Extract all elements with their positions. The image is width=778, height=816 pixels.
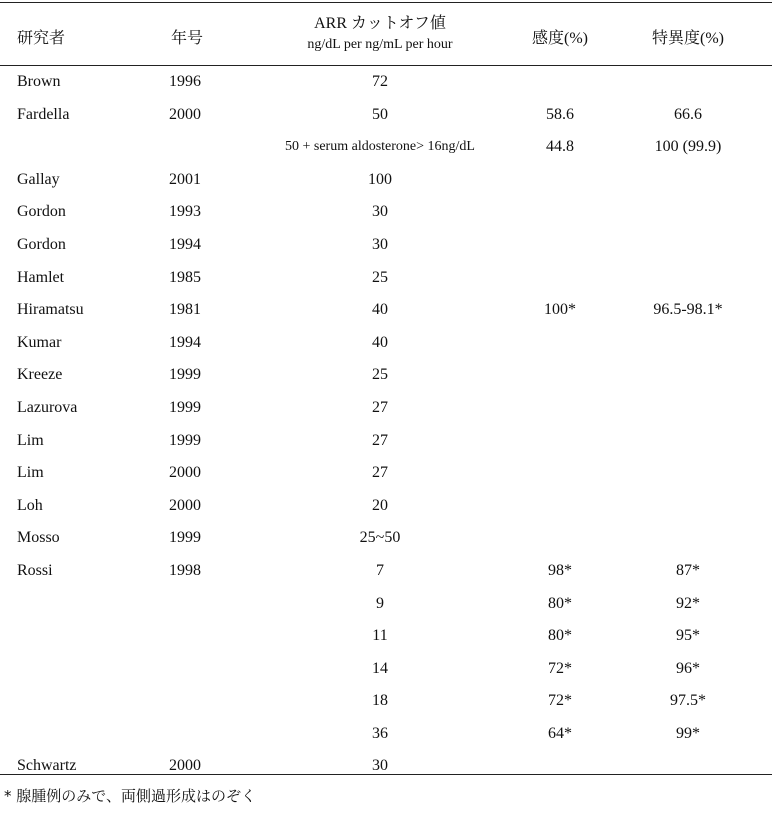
cell-researcher: Loh xyxy=(17,496,43,514)
cell-researcher: Hiramatsu xyxy=(17,301,84,319)
cell-year: 1981 xyxy=(169,301,201,319)
cell-researcher: Schwartz xyxy=(17,757,77,775)
header-sensitivity: 感度(%) xyxy=(532,30,588,47)
table-row xyxy=(0,750,772,783)
table-row xyxy=(0,392,772,425)
cell-year: 2000 xyxy=(169,496,201,514)
cell-year: 1994 xyxy=(169,235,201,253)
table-row xyxy=(0,425,772,458)
cell-researcher: Hamlet xyxy=(17,268,65,286)
cell-year: 2000 xyxy=(169,105,201,123)
table-row xyxy=(0,718,772,751)
table-row xyxy=(0,66,772,99)
cell-specificity: 87* xyxy=(676,561,700,579)
table-row xyxy=(0,457,772,490)
table-row xyxy=(0,229,772,262)
cell-researcher: Rossi xyxy=(17,561,53,579)
cell-sensitivity: 44.8 xyxy=(546,138,574,156)
table-body xyxy=(0,66,772,783)
cell-researcher: Fardella xyxy=(17,105,70,123)
cell-year: 1999 xyxy=(169,529,201,547)
table-row xyxy=(0,555,772,588)
cell-arr-cutoff: 30 xyxy=(372,203,388,221)
cell-year: 2000 xyxy=(169,464,201,482)
table-row xyxy=(0,294,772,327)
cell-sensitivity: 100* xyxy=(544,301,576,319)
cell-year: 1999 xyxy=(169,431,201,449)
cell-arr-cutoff: 11 xyxy=(372,627,388,645)
header-researcher: 研究者 xyxy=(17,30,66,47)
cell-arr-cutoff: 30 xyxy=(372,757,388,775)
cell-researcher: Gordon xyxy=(17,235,66,253)
cell-arr-cutoff: 14 xyxy=(372,659,388,677)
cell-specificity: 92* xyxy=(676,594,700,612)
cell-year: 1999 xyxy=(169,366,201,384)
table-row xyxy=(0,620,772,653)
cell-arr-cutoff: 20 xyxy=(372,496,388,514)
cell-researcher: Gordon xyxy=(17,203,66,221)
header-arr-cutoff-title: ARR カットオフ値 xyxy=(314,15,446,32)
cell-specificity: 95* xyxy=(676,627,700,645)
table-top-rule xyxy=(0,2,772,3)
table-row xyxy=(0,327,772,360)
cell-specificity: 100 (99.9) xyxy=(654,138,722,156)
cell-arr-cutoff: 50 xyxy=(372,105,388,123)
cell-year: 2000 xyxy=(169,757,201,775)
cell-year: 1996 xyxy=(169,73,201,90)
cell-specificity: 99* xyxy=(676,724,700,742)
header-specificity: 特異度(%) xyxy=(652,30,724,47)
cell-year: 1999 xyxy=(169,398,201,416)
cell-sensitivity: 80* xyxy=(548,627,572,645)
table-header xyxy=(0,8,772,64)
cell-year: 2001 xyxy=(169,170,201,188)
cell-arr-cutoff: 25 xyxy=(372,268,388,286)
table-row xyxy=(0,99,772,132)
cell-arr-cutoff: 40 xyxy=(372,301,388,319)
cell-arr-cutoff: 40 xyxy=(372,333,388,351)
cell-specificity: 97.5* xyxy=(670,692,706,710)
cell-researcher: Kreeze xyxy=(17,366,63,384)
cell-arr-cutoff: 72 xyxy=(372,73,388,90)
cell-year: 1993 xyxy=(169,203,201,221)
cell-sensitivity: 58.6 xyxy=(546,105,574,123)
cell-arr-cutoff: 27 xyxy=(372,464,388,482)
cell-researcher: Lazurova xyxy=(17,398,78,416)
cell-researcher: Kumar xyxy=(17,333,62,351)
cell-arr-cutoff: 7 xyxy=(376,561,384,579)
table-row xyxy=(0,196,772,229)
cell-sensitivity: 64* xyxy=(548,724,572,742)
cell-sensitivity: 72* xyxy=(548,692,572,710)
cell-arr-cutoff: 27 xyxy=(372,431,388,449)
cell-specificity: 96* xyxy=(676,659,700,677)
cell-arr-cutoff: 36 xyxy=(372,724,388,742)
table-bottom-rule xyxy=(0,774,772,775)
cell-year: 1998 xyxy=(169,561,201,579)
cell-sensitivity: 80* xyxy=(548,594,572,612)
cell-researcher: Gallay xyxy=(17,170,60,188)
header-arr-cutoff-unit: ng/dL per ng/mL per hour xyxy=(307,37,453,52)
cell-researcher: Lim xyxy=(17,431,44,449)
cell-specificity: 96.5-98.1* xyxy=(653,301,723,319)
table-row xyxy=(0,653,772,686)
header-year: 年号 xyxy=(171,30,204,47)
cell-arr-cutoff: 50 + serum aldosterone> 16ng/dL xyxy=(285,139,475,155)
header-arr-cutoff xyxy=(270,14,490,56)
table-row xyxy=(0,685,772,718)
table-row xyxy=(0,131,772,164)
cell-year: 1985 xyxy=(169,268,201,286)
cell-arr-cutoff: 9 xyxy=(376,594,384,612)
table-row xyxy=(0,588,772,621)
cell-arr-cutoff: 25 xyxy=(372,366,388,384)
cell-sensitivity: 72* xyxy=(548,659,572,677)
table-row xyxy=(0,522,772,555)
cell-researcher: Brown xyxy=(17,73,61,90)
cell-sensitivity: 98* xyxy=(548,561,572,579)
cell-arr-cutoff: 30 xyxy=(372,235,388,253)
table-row xyxy=(0,490,772,523)
cell-researcher: Mosso xyxy=(17,529,60,547)
cell-specificity: 66.6 xyxy=(674,105,702,123)
cell-arr-cutoff: 18 xyxy=(372,692,388,710)
cell-arr-cutoff: 100 xyxy=(368,170,392,188)
cell-year: 1994 xyxy=(169,333,201,351)
table-row xyxy=(0,164,772,197)
table-row xyxy=(0,359,772,392)
cell-arr-cutoff: 25~50 xyxy=(359,529,401,547)
cell-researcher: Lim xyxy=(17,464,44,482)
table-row xyxy=(0,262,772,295)
cell-arr-cutoff: 27 xyxy=(372,398,388,416)
footnote: * 腺腫例のみで、両側過形成はのぞく xyxy=(4,787,256,805)
